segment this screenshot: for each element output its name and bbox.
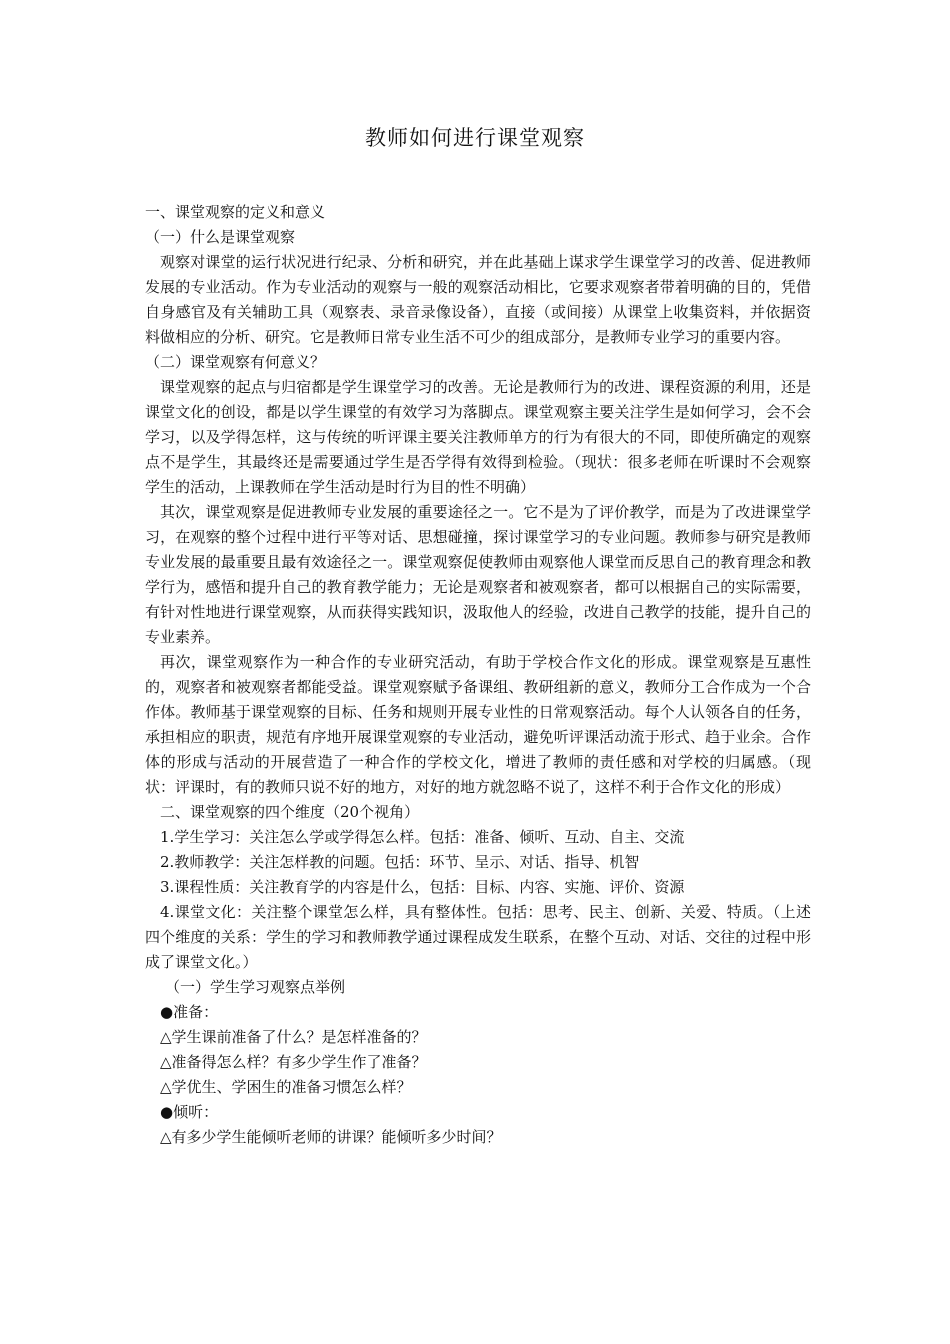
body-paragraph: 课堂观察的起点与归宿都是学生课堂学习的改善。无论是教师行为的改进、课程资源的利用，还是课堂文化的创设，都是以学生课堂的有效学习为落脚点。课堂观察主要关注学生是如何学习，会不会学习，以及学得怎样，这与传统的听评课主要关注教师单方的行为有很大的不同，即使所确定的观察点不是学生，其最终还是需要通过学生是否学得有效得到检验。（现状：很多老师在听课时不会观察学生的活动，上课教师在学生活动是时行为目的性不明确）: [145, 378, 811, 496]
list-item: ●准备：: [160, 1003, 219, 1021]
subsection-heading: （二）课堂观察有何意义？: [145, 353, 326, 371]
list-item: 1.学生学习：关注怎么学或学得怎么样。包括：准备、倾听、互动、自主、交流: [160, 828, 685, 846]
list-item: △学优生、学困生的准备习惯怎么样？: [160, 1078, 412, 1096]
document-body: [145, 200, 811, 1150]
body-paragraph: 观察对课堂的运行状况进行纪录、分析和研究，并在此基础上谋求学生课堂学习的改善、促进教师发展的专业活动。作为专业活动的观察与一般的观察活动相比，它要求观察者带着明确的目的，凭借自身感官及有关辅助工具（观察表、录音录像设备），直接（或间接）从课堂上收集资料，并依据资料做相应的分析、研究。它是教师日常专业生活不可少的组成部分，是教师专业学习的重要内容。: [145, 253, 811, 346]
list-item: 4.课堂文化：关注整个课堂怎么样，具有整体性。包括：思考、民主、创新、关爱、特质。（上述四个维度的关系：学生的学习和教师教学通过课程成发生联系，在整个互动、对话、交往的过程中形成了课堂文化。）: [145, 903, 811, 971]
section-heading: 一、课堂观察的定义和意义: [145, 203, 326, 221]
list-item: 2.教师教学：关注怎样教的问题。包括：环节、呈示、对话、指导、机智: [160, 853, 640, 871]
body-paragraph: 再次，课堂观察作为一种合作的专业研究活动，有助于学校合作文化的形成。课堂观察是互惠性的，观察者和被观察者都能受益。课堂观察赋予备课组、教研组新的意义，教师分工合作成为一个合作体。教师基于课堂观察的目标、任务和规则开展专业性的日常观察活动。每个人认领各自的任务，承担相应的职责，规范有序地开展课堂观察的专业活动，避免听评课活动流于形式、趋于业余。合作体的形成与活动的开展营造了一种合作的学校文化，增进了教师的责任感和对学校的归属感。（现状：评课时，有的教师只说不好的地方，对好的地方就忽略不说了，这样不利于合作文化的形成）: [145, 653, 811, 796]
body-paragraph: 其次，课堂观察是促进教师专业发展的重要途径之一。它不是为了评价教学，而是为了改进课堂学习，在观察的整个过程中进行平等对话、思想碰撞，探讨课堂学习的专业问题。教师参与研究是教师专业发展的最重要且最有效途径之一。课堂观察促使教师由观察他人课堂而反思自己的教育理念和教学行为，感悟和提升自己的教育教学能力；无论是观察者和被观察者，都可以根据自己的实际需要，有针对性地进行课堂观察，从而获得实践知识，汲取他人的经验，改进自己教学的技能，提升自己的专业素养。: [145, 503, 811, 646]
list-item: △学生课前准备了什么？是怎样准备的？: [160, 1028, 427, 1046]
list-item: ●倾听：: [160, 1103, 219, 1121]
list-item: 3.课程性质：关注教育学的内容是什么，包括：目标、内容、实施、评价、资源: [160, 878, 685, 896]
subsection-heading: （一）什么是课堂观察: [145, 228, 296, 246]
subsection-heading: （一）学生学习观察点举例: [165, 978, 346, 996]
list-item: △准备得怎么样？有多少学生作了准备？: [160, 1053, 427, 1071]
section-heading: 二、课堂观察的四个维度（20个视角）: [160, 803, 420, 821]
document-title: 教师如何进行课堂观察: [365, 126, 585, 150]
list-item: △有多少学生能倾听老师的讲课？能倾听多少时间？: [160, 1128, 502, 1146]
